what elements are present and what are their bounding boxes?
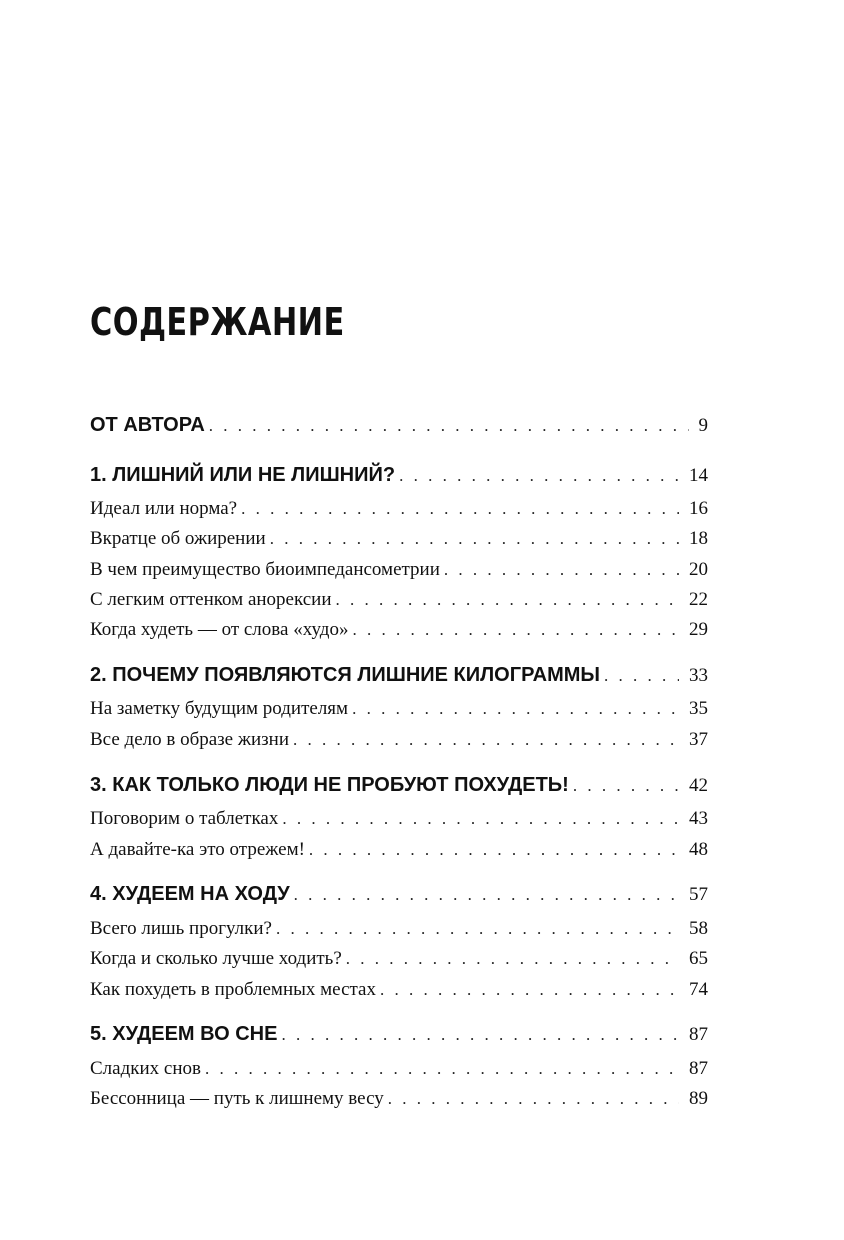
dot-leader [573, 776, 679, 796]
toc-page-number: 33 [689, 665, 708, 686]
toc-page-number: 48 [689, 839, 708, 860]
toc-section-label: Как похудеть в проблемных местах [90, 979, 376, 1000]
toc-section[interactable] [90, 1088, 708, 1110]
toc-page-number: 20 [689, 559, 708, 580]
toc-section[interactable] [90, 1058, 708, 1080]
dot-leader [604, 666, 679, 686]
toc-section-label: Вкратце об ожирении [90, 528, 266, 549]
toc-page-number: 18 [689, 528, 708, 549]
toc-page-number: 29 [689, 619, 708, 640]
toc-page-number: 74 [689, 979, 708, 1000]
toc-page-number: 58 [689, 918, 708, 939]
page-title: СОДЕРЖАНИЕ [90, 300, 345, 344]
toc-chapter-label: 1. ЛИШНИЙ ИЛИ НЕ ЛИШНИЙ? [90, 464, 396, 486]
toc-section-label: Идеал или норма? [90, 498, 238, 519]
toc-page-number: 35 [689, 698, 708, 719]
toc-section-label: Когда худеть — от слова «худо» [90, 619, 349, 640]
dot-leader [270, 529, 679, 549]
toc-section-label: А давайте-ка это отрежем! [90, 839, 305, 860]
toc-section[interactable] [90, 918, 708, 940]
toc-section-label: Всего лишь прогулки? [90, 918, 272, 939]
toc-section-label: В чем преимущество биоимпедансометрии [90, 559, 440, 580]
toc-section[interactable] [90, 808, 708, 830]
dot-leader [352, 620, 679, 640]
toc-chapter-1[interactable] [90, 464, 708, 487]
toc-chapter-5[interactable] [90, 1023, 708, 1046]
toc-page-number: 89 [689, 1088, 708, 1109]
toc-section-label: Поговорим о таблетках [90, 808, 279, 829]
dot-leader [336, 590, 680, 610]
toc-page-number: 87 [689, 1058, 708, 1079]
toc-section-label: Сладких снов [90, 1058, 201, 1079]
toc-entry-author[interactable] [90, 414, 708, 437]
toc-section-label: Все дело в образе жизни [90, 729, 289, 750]
toc-chapter-2[interactable] [90, 664, 708, 687]
toc-section[interactable] [90, 589, 708, 611]
toc-section-label: С легким оттенком анорексии [90, 589, 332, 610]
toc-section-label: Когда и сколько лучше ходить? [90, 948, 342, 969]
toc-section[interactable] [90, 698, 708, 720]
dot-leader [209, 416, 689, 436]
dot-leader [399, 466, 679, 486]
toc-page-number: 57 [689, 884, 708, 905]
toc-section[interactable] [90, 839, 708, 861]
toc-page-number: 9 [698, 415, 708, 436]
toc-entry-label: ОТ АВТОРА [90, 414, 205, 436]
dot-leader [293, 730, 679, 750]
dot-leader [282, 809, 679, 829]
dot-leader [388, 1089, 679, 1109]
toc-page-number: 22 [689, 589, 708, 610]
toc-section[interactable] [90, 948, 708, 970]
toc-section-label: Бессонница — путь к лишнему весу [90, 1088, 384, 1109]
toc-section[interactable] [90, 498, 708, 520]
toc-section[interactable] [90, 979, 708, 1001]
toc-section-label: На заметку будущим родителям [90, 698, 349, 719]
toc-chapter-label: 5. ХУДЕЕМ ВО СНЕ [90, 1023, 278, 1045]
toc-page-number: 37 [689, 729, 708, 750]
toc-section[interactable] [90, 559, 708, 581]
toc-page-number: 14 [689, 465, 708, 486]
dot-leader [352, 699, 679, 719]
dot-leader [205, 1059, 679, 1079]
toc-section[interactable] [90, 619, 708, 641]
toc-chapter-4[interactable] [90, 883, 708, 906]
toc-page-number: 16 [689, 498, 708, 519]
toc-chapter-label: 3. КАК ТОЛЬКО ЛЮДИ НЕ ПРОБУЮТ ПОХУДЕТЬ! [90, 774, 569, 796]
dot-leader [346, 949, 679, 969]
toc-section[interactable] [90, 528, 708, 550]
toc-page-number: 42 [689, 775, 708, 796]
dot-leader [241, 499, 679, 519]
toc-page-number: 43 [689, 808, 708, 829]
toc-section[interactable] [90, 729, 708, 751]
toc-chapter-label: 2. ПОЧЕМУ ПОЯВЛЯЮТСЯ ЛИШНИЕ КИЛОГРАММЫ [90, 664, 600, 686]
toc-chapter-3[interactable] [90, 774, 708, 797]
dot-leader [380, 980, 679, 1000]
dot-leader [294, 885, 679, 905]
dot-leader [309, 840, 679, 860]
toc-chapter-label: 4. ХУДЕЕМ НА ХОДУ [90, 883, 290, 905]
dot-leader [444, 560, 679, 580]
dot-leader [276, 919, 679, 939]
toc-page-number: 65 [689, 948, 708, 969]
dot-leader [281, 1025, 679, 1045]
toc-page-number: 87 [689, 1024, 708, 1045]
